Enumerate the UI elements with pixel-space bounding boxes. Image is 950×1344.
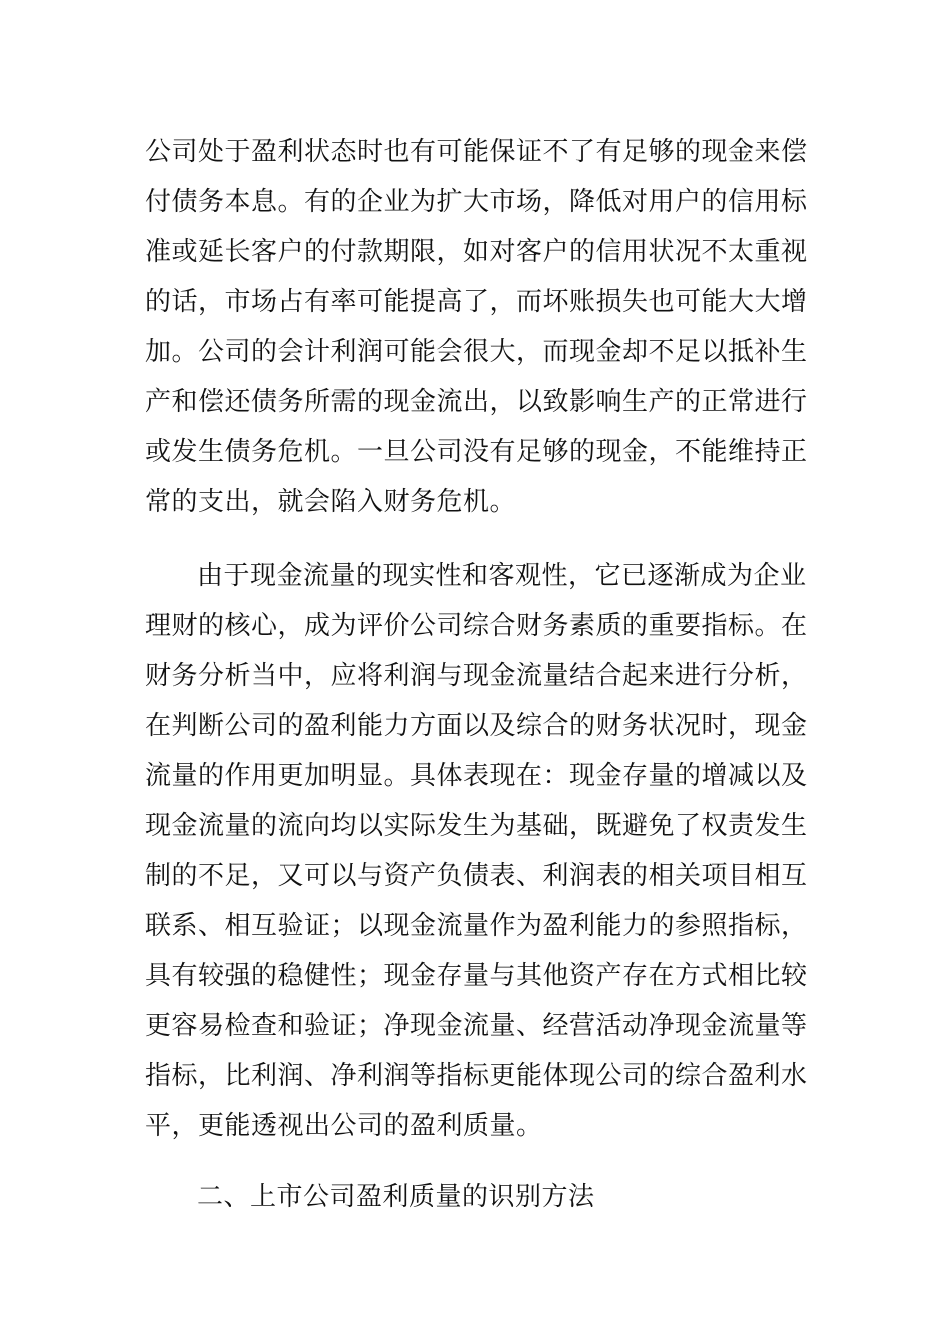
- paragraph-line: 或发生债务危机。一旦公司没有足够的现金，不能维持正: [145, 437, 808, 467]
- paragraph-line: 付债务本息。有的企业为扩大市场，降低对用户的信用标: [145, 187, 808, 217]
- paragraph-line: 在判断公司的盈利能力方面以及综合的财务状况时，现金: [145, 711, 808, 741]
- paragraph-line: 公司处于盈利状态时也有可能保证不了有足够的现金来偿: [145, 137, 808, 167]
- section-heading: 二、上市公司盈利质量的识别方法: [197, 1182, 595, 1212]
- section-heading-block: [145, 1172, 807, 1222]
- paragraph-line: 由于现金流量的现实性和客观性，它已逐渐成为企业: [197, 561, 807, 591]
- paragraph-line: 更容易检查和验证；净现金流量、经营活动净现金流量等: [145, 1011, 808, 1041]
- paragraph-line: 现金流量的流向均以实际发生为基础，既避免了权责发生: [145, 811, 808, 841]
- paragraph-line: 财务分析当中，应将利润与现金流量结合起来进行分析，: [145, 661, 808, 691]
- paragraph-line: 联系、相互验证；以现金流量作为盈利能力的参照指标，: [145, 911, 808, 941]
- paragraph-line: 平，更能透视出公司的盈利质量。: [145, 1111, 543, 1141]
- paragraph-line: 加。公司的会计利润可能会很大，而现金却不足以抵补生: [145, 337, 808, 367]
- paragraph-line: 理财的核心，成为评价公司综合财务素质的重要指标。在: [145, 611, 808, 641]
- paragraph-cash-risk: [145, 127, 807, 527]
- paragraph-line: 产和偿还债务所需的现金流出，以致影响生产的正常进行: [145, 387, 808, 417]
- paragraph-line: 指标，比利润、净利润等指标更能体现公司的综合盈利水: [145, 1061, 808, 1091]
- paragraph-line: 的话，市场占有率可能提高了，而坏账损失也可能大大增: [145, 287, 808, 317]
- paragraph-line: 准或延长客户的付款期限，如对客户的信用状况不太重视: [145, 237, 808, 267]
- paragraph-line: 流量的作用更加明显。具体表现在：现金存量的增减以及: [145, 761, 808, 791]
- paragraph-line: 具有较强的稳健性；现金存量与其他资产存在方式相比较: [145, 961, 808, 991]
- paragraph-line: 制的不足，又可以与资产负债表、利润表的相关项目相互: [145, 861, 808, 891]
- paragraph-cash-flow-importance: [145, 551, 807, 1151]
- paragraph-line: 常的支出，就会陷入财务危机。: [145, 487, 517, 517]
